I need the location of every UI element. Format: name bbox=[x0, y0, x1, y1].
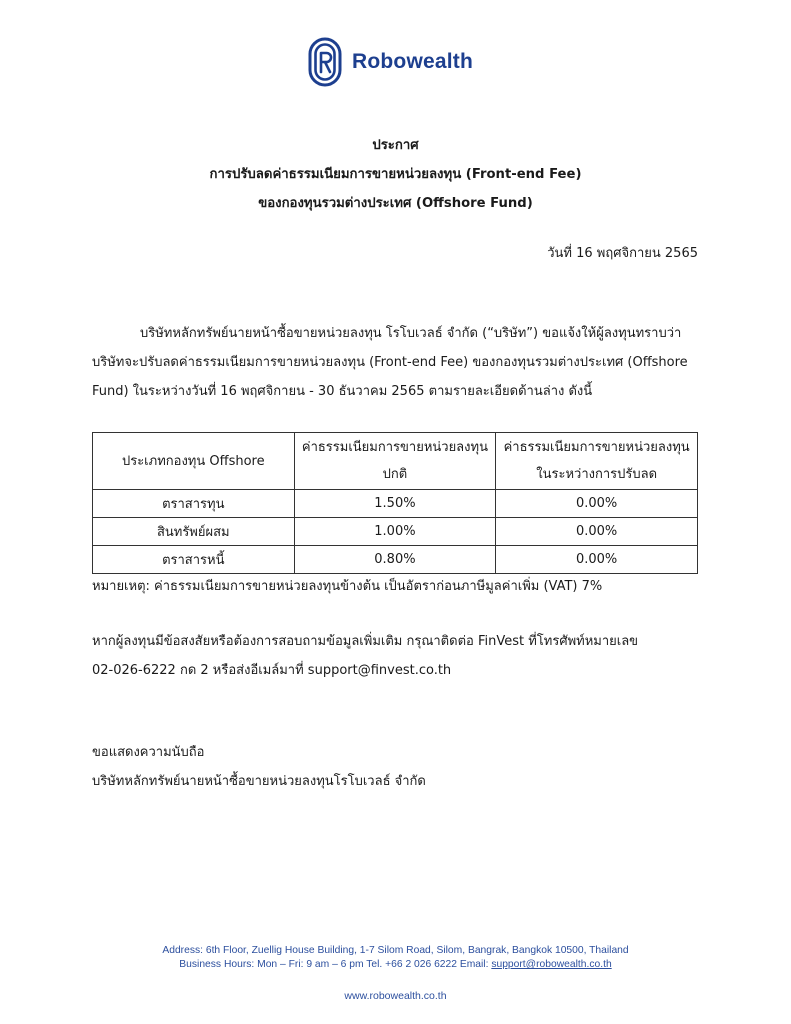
announcement-headings bbox=[0, 131, 791, 218]
robowealth-r-icon bbox=[308, 37, 342, 87]
paragraph-intro-line-3: Fund) ในระหว่างวันที่ 16 พฤศจิกายน - 30 ธันวาคม 2565 ตามรายละเอียดด้านล่าง ดังนี้ bbox=[92, 384, 593, 399]
paragraph-intro-line-1: บริษัทหลักทรัพย์นายหน้าซื้อขายหน่วยลงทุน โรโบเวลธ์ จำกัด (“บริษัท”) ขอแจ้งให้ผู้ลงทุนทราบว่า bbox=[140, 326, 682, 341]
paragraph-contact-line-1: หากผู้ลงทุนมีข้อสงสัยหรือต้องการสอบถามข้อมูลเพิ่มเติม กรุณาติดต่อ FinVest ที่โทรศัพท์หมายเลข bbox=[92, 634, 639, 649]
table-row bbox=[93, 546, 698, 574]
discount-fee-cell: 0.00% bbox=[496, 546, 698, 574]
paragraph-contact-line-2: 02-026-6222 กด 2 หรือส่งอีเมล์มาที่ support@finvest.co.th bbox=[92, 663, 452, 678]
brand-name: Robowealth bbox=[352, 50, 473, 73]
header-normal-fee-line-1: ค่าธรรมเนียมการขายหน่วยลงทุน bbox=[301, 440, 488, 455]
table-row bbox=[93, 518, 698, 546]
header-discount-fee-line-1: ค่าธรรมเนียมการขายหน่วยลงทุน bbox=[503, 440, 690, 455]
paragraph-intro bbox=[92, 319, 704, 406]
heading-line-2: การปรับลดค่าธรรมเนียมการขายหน่วยลงทุน (Front-end Fee) bbox=[209, 167, 582, 182]
discount-fee-cell: 0.00% bbox=[496, 490, 698, 518]
table-row bbox=[93, 490, 698, 518]
fund-type-cell: สินทรัพย์ผสม bbox=[93, 518, 295, 546]
header-discount-fee bbox=[496, 433, 698, 490]
normal-fee-cell: 1.50% bbox=[294, 490, 496, 518]
header-fund-type: ประเภทกองทุน Offshore bbox=[93, 433, 295, 490]
closing-company: บริษัทหลักทรัพย์นายหน้าซื้อขายหน่วยลงทุนโรโบเวลธ์ จำกัด bbox=[92, 774, 426, 789]
header-discount-fee-line-2: ในระหว่างการปรับลด bbox=[536, 467, 658, 482]
fee-table-header bbox=[93, 433, 698, 490]
footer-hours-text: Business Hours: Mon – Fri: 9 am – 6 pm Tel. +66 2 026 6222 Email: bbox=[179, 959, 492, 970]
footer-address: Address: 6th Floor, Zuellig House Building, 1-7 Silom Road, Silom, Bangrak, Bangkok 10500, Thailand bbox=[162, 945, 629, 956]
footer-email-link[interactable]: support@robowealth.co.th bbox=[491, 959, 612, 970]
heading-line-3: ของกองทุนรวมต่างประเทศ (Offshore Fund) bbox=[258, 196, 533, 211]
closing-regards: ขอแสดงความนับถือ bbox=[92, 745, 205, 760]
heading-line-1: ประกาศ bbox=[372, 138, 419, 153]
header-normal-fee-line-2: ปกติ bbox=[382, 467, 408, 482]
paragraph-contact bbox=[92, 627, 704, 685]
fund-type-cell: ตราสารหนี้ bbox=[93, 546, 295, 574]
header-normal-fee bbox=[294, 433, 496, 490]
fee-table bbox=[92, 432, 698, 574]
footer bbox=[0, 944, 791, 972]
discount-fee-cell: 0.00% bbox=[496, 518, 698, 546]
announcement-date: วันที่ 16 พฤศจิกายน 2565 bbox=[547, 246, 698, 261]
normal-fee-cell: 1.00% bbox=[294, 518, 496, 546]
fund-type-cell: ตราสารทุน bbox=[93, 490, 295, 518]
vat-note: หมายเหตุ: ค่าธรรมเนียมการขายหน่วยลงทุนข้างต้น เป็นอัตราก่อนภาษีมูลค่าเพิ่ม (VAT) 7% bbox=[92, 579, 603, 594]
paragraph-intro-line-2: บริษัทจะปรับลดค่าธรรมเนียมการขายหน่วยลงทุน (Front-end Fee) ของกองทุนรวมต่างประเทศ (Offshore bbox=[92, 355, 688, 370]
closing-signature bbox=[92, 738, 426, 796]
brand-logo bbox=[308, 36, 473, 88]
normal-fee-cell: 0.80% bbox=[294, 546, 496, 574]
footer-website[interactable]: www.robowealth.co.th bbox=[344, 990, 447, 1002]
footer-hours bbox=[0, 958, 791, 972]
